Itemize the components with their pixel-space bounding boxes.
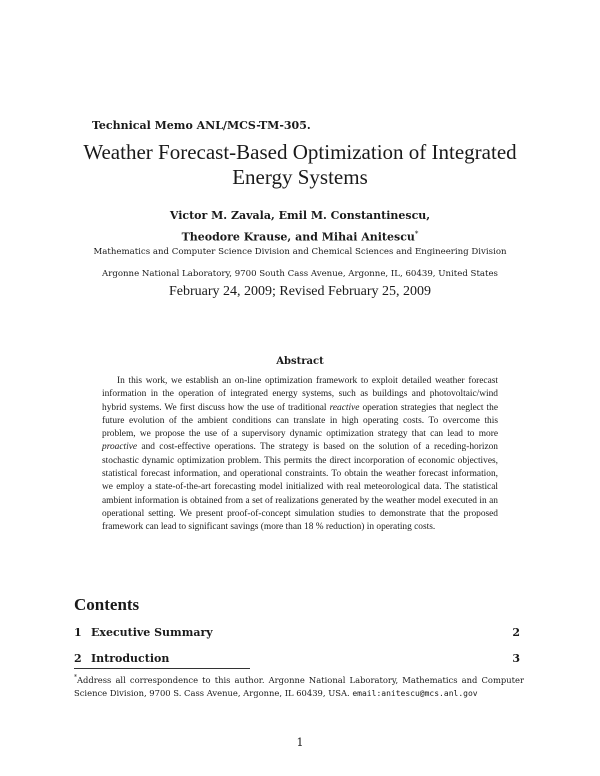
abstract-text-2: operation strategies that neglect the future evolution of the ambient conditions can translate in high operating costs. To overcome this problem, we propose the use of a supervisory dynamic optimization strategy that can lead to more xyxy=(102,402,498,440)
footnote-email[interactable]: email:anitescu@mcs.anl.gov xyxy=(352,688,478,698)
toc-entry-number: 2 xyxy=(74,652,82,665)
toc-entry[interactable] xyxy=(74,652,520,665)
abstract-text-1: In this work, we establish an on-line optimization framework to exploit detailed weather forecast information in the operation of integrated energy systems, such as buildings and photovoltaic/wind hybrid systems. We first discuss how the use of traditional xyxy=(102,376,498,413)
authors-line-1: Victor M. Zavala, Emil M. Constantinescu, xyxy=(169,209,431,222)
abstract-em-proactive: proactive xyxy=(102,442,138,453)
affiliation-line-1: Mathematics and Computer Science Division and Chemical Sciences and Engineering Division xyxy=(93,247,507,257)
abstract-text-3: and cost-effective operations. The strategy is based on the solution of a receding-horizon stochastic dynamic optimization problem. This permits the direct incorporation of economic objectives, statistical forecast information, and operational constraints. To obtain the weather forecast information, we employ a state-of-the-art forecasting model initialized with real meteorological data. The statistical ambient information is obtained from a set of realizations generated by the weather model executed in an operational setting. We present proof-of-concept simulation studies to demonstrate that the proposed framework can lead to significant savings (more than 18 % reduction) in operating costs. xyxy=(102,442,498,533)
abstract-body xyxy=(102,375,498,535)
date-line: February 24, 2009; Revised February 25, 2009 xyxy=(168,284,432,299)
footnote xyxy=(74,671,524,700)
affiliation xyxy=(60,241,540,285)
abstract-em-reactive: reactive xyxy=(329,402,360,413)
footnote-rule xyxy=(74,668,250,669)
page-number: 1 xyxy=(296,736,304,749)
author-footnote-mark: * xyxy=(414,230,419,238)
toc-entry-number: 1 xyxy=(74,626,82,639)
footnote-text: Address all correspondence to this author. Argonne National Laboratory, Mathematics and Computer Science Division, 9700 S. Cass Avenue, Argonne, IL 60439, USA. xyxy=(74,674,524,698)
contents-heading: Contents xyxy=(74,595,140,614)
abstract-heading: Abstract xyxy=(276,356,324,367)
affiliation-line-2: Argonne National Laboratory, 9700 South Cass Avenue, Argonne, IL, 60439, United States xyxy=(102,269,498,279)
toc-entry-page: 2 xyxy=(512,626,520,639)
memo-label: Technical Memo ANL/MCS-TM-305. xyxy=(92,119,311,132)
toc-entry-title: Introduction xyxy=(91,652,170,665)
paper-title xyxy=(60,140,540,190)
toc-entry-left xyxy=(74,652,169,665)
toc-entry-title: Executive Summary xyxy=(91,626,213,639)
toc-entry-page: 3 xyxy=(512,652,520,665)
footnote-mark: * xyxy=(74,674,77,681)
title-line-2: Energy Systems xyxy=(232,165,368,189)
title-line-1: Weather Forecast-Based Optimization of Integrated xyxy=(83,140,517,164)
authors-line-2-text: Theodore Krause, and Mihai Anitescu xyxy=(181,230,415,244)
toc-entry[interactable] xyxy=(74,626,520,639)
toc-entry-left xyxy=(74,626,213,639)
